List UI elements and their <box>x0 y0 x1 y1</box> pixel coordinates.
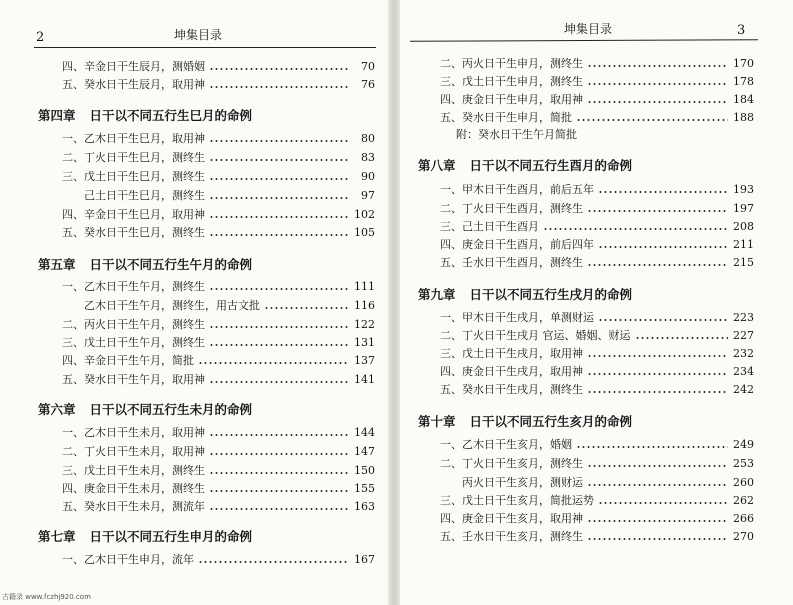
leader-dots <box>598 191 728 193</box>
leader-dots <box>209 344 349 346</box>
toc-entry[interactable] <box>62 443 375 461</box>
entry-page: 270 <box>733 530 754 543</box>
entry-title: 二、丙火日干生申月，测终生 <box>440 57 583 70</box>
toc-entry[interactable] <box>62 278 375 296</box>
entry-page: 211 <box>733 238 754 251</box>
toc-entry[interactable] <box>440 55 754 73</box>
chapter-number: 第四章 <box>38 108 76 123</box>
toc-entry[interactable] <box>440 345 754 363</box>
entry-title: 三、戊土日干生午月，测终生 <box>62 336 205 349</box>
watermark: 古籍录 www.fczhj920.com <box>2 593 91 601</box>
toc-entry[interactable] <box>440 181 754 199</box>
entry-page: 155 <box>354 482 375 495</box>
chapter-title: 日干以不同五行生巳月的命例 <box>89 108 253 123</box>
entry-title: 四、庚金日干生申月，取用神 <box>440 93 583 106</box>
entry-title: 四、庚金日干生酉月，前后四年 <box>440 238 594 251</box>
leader-dots <box>209 490 349 492</box>
toc-entry[interactable] <box>62 480 375 498</box>
entry-page: 141 <box>354 373 375 386</box>
leader-dots <box>209 68 349 70</box>
entry-title: 二、丁火日干生戌月 官运、婚姻、财运 <box>440 329 631 342</box>
entry-page: 266 <box>733 512 754 525</box>
entry-title: 四、庚金日干生未月，测终生 <box>62 482 205 495</box>
chapter-heading <box>418 156 632 174</box>
toc-entry[interactable] <box>62 168 375 186</box>
leader-dots <box>209 326 349 328</box>
entry-page: 197 <box>733 202 754 215</box>
leader-dots <box>209 234 349 236</box>
entry-title: 一、甲木日干生戌月，单测财运 <box>440 311 594 324</box>
left-header-rule <box>34 47 376 48</box>
entry-page: 193 <box>733 183 754 196</box>
leader-dots <box>198 362 349 364</box>
leader-dots <box>598 319 728 321</box>
toc-entry[interactable] <box>440 254 754 272</box>
entry-title: 五、癸水日干生辰月，取用神 <box>62 78 205 91</box>
leader-dots <box>209 178 349 180</box>
toc-entry[interactable] <box>440 73 754 91</box>
toc-entry[interactable] <box>62 551 375 569</box>
leader-dots <box>209 86 349 88</box>
toc-entry[interactable] <box>84 187 375 205</box>
entry-title: 一、乙木日干生巳月，取用神 <box>62 132 205 145</box>
toc-entry[interactable] <box>440 327 754 345</box>
toc-appendix-entry[interactable] <box>456 126 656 144</box>
entry-page: 170 <box>733 57 754 70</box>
toc-entry[interactable] <box>440 510 754 528</box>
entry-title: 一、乙木日干生未月，取用神 <box>62 426 205 439</box>
entry-title: 五、癸水日干生戌月，测终生 <box>440 383 583 396</box>
entry-title: 二、丁火日干生未月，取用神 <box>62 445 205 458</box>
entry-title: 三、戊土日干生戌月，取用神 <box>440 347 583 360</box>
toc-entry[interactable] <box>440 91 754 109</box>
entry-page: 184 <box>733 93 754 106</box>
entry-title: 一、乙木日干生亥月，婚姻 <box>440 438 572 451</box>
left-running-header: 坤集目录 <box>174 28 223 42</box>
leader-dots <box>587 264 728 266</box>
entry-page: 131 <box>354 336 375 349</box>
entry-page: 249 <box>733 438 754 451</box>
chapter-heading <box>418 285 632 303</box>
chapter-heading <box>38 527 252 545</box>
entry-page: 208 <box>733 220 754 233</box>
toc-entry[interactable] <box>440 200 754 218</box>
entry-page: 262 <box>733 494 754 507</box>
chapter-title: 日干以不同五行生亥月的命例 <box>469 414 633 429</box>
leader-dots <box>209 197 349 199</box>
entry-page: 105 <box>354 226 375 239</box>
leader-dots <box>635 337 729 339</box>
entry-title: 五、癸水日干生午月，取用神 <box>62 373 205 386</box>
chapter-heading <box>38 106 252 124</box>
leader-dots <box>587 538 728 540</box>
toc-entry[interactable] <box>62 424 375 442</box>
chapter-number: 第八章 <box>418 158 456 173</box>
chapter-number: 第五章 <box>38 257 76 272</box>
leader-dots <box>587 65 728 67</box>
entry-page: 102 <box>354 208 375 221</box>
entry-page: 188 <box>733 111 754 124</box>
entry-page: 76 <box>361 78 375 91</box>
entry-title: 二、丙火日干生午月，测终生 <box>62 318 205 331</box>
left-page-number: 2 <box>36 30 45 45</box>
toc-entry[interactable] <box>440 528 754 546</box>
entry-page: 70 <box>361 60 375 73</box>
toc-entry[interactable] <box>440 236 754 254</box>
leader-dots <box>209 381 349 383</box>
entry-title: 五、壬水日干生酉月，测终生 <box>440 256 583 269</box>
chapter-title: 日干以不同五行生戌月的命例 <box>469 287 633 302</box>
toc-entry[interactable] <box>440 363 754 381</box>
leader-dots <box>587 484 728 486</box>
chapter-title: 日干以不同五行生未月的命例 <box>89 402 253 417</box>
entry-page: 90 <box>361 170 375 183</box>
toc-entry[interactable] <box>62 206 375 224</box>
chapter-title: 日干以不同五行生午月的命例 <box>89 257 253 272</box>
entry-page: 234 <box>733 365 754 378</box>
leader-dots <box>209 140 349 142</box>
entry-title: 三、戊土日干生未月，测终生 <box>62 464 205 477</box>
entry-page: 178 <box>733 75 754 88</box>
entry-page: 253 <box>733 457 754 470</box>
entry-page: 83 <box>361 151 375 164</box>
toc-entry[interactable] <box>62 130 375 148</box>
entry-page: 150 <box>354 464 375 477</box>
entry-page: 116 <box>354 299 375 312</box>
toc-entry[interactable] <box>440 309 754 327</box>
toc-entry[interactable] <box>62 352 375 370</box>
chapter-heading <box>38 400 252 418</box>
entry-title: 四、庚金日干生戌月，取用神 <box>440 365 583 378</box>
entry-title: 附：癸水日干生午月简批 <box>456 128 577 141</box>
leader-dots <box>587 520 728 522</box>
toc-entry[interactable] <box>440 492 754 510</box>
entry-title: 四、辛金日干生巳月，取用神 <box>62 208 205 221</box>
entry-title: 一、甲木日干生酉月，前后五年 <box>440 183 594 196</box>
entry-page: 147 <box>354 445 375 458</box>
toc-entry[interactable] <box>440 436 754 454</box>
leader-dots <box>209 508 349 510</box>
leader-dots <box>209 472 349 474</box>
leader-dots <box>587 391 728 393</box>
leader-dots <box>209 216 349 218</box>
entry-page: 80 <box>361 132 375 145</box>
leader-dots <box>598 246 728 248</box>
entry-title: 己土日干生巳月，测终生 <box>84 189 205 202</box>
entry-page: 260 <box>733 476 754 489</box>
entry-page: 137 <box>354 354 375 367</box>
entry-page: 215 <box>733 256 754 269</box>
entry-page: 97 <box>361 189 375 202</box>
leader-dots <box>209 434 349 436</box>
leader-dots <box>576 119 728 121</box>
leader-dots <box>198 561 349 563</box>
leader-dots <box>598 502 728 504</box>
right-running-header: 坤集目录 <box>564 22 613 36</box>
toc-entry[interactable] <box>62 149 375 167</box>
toc-entry[interactable] <box>440 381 754 399</box>
right-page-number: 3 <box>737 23 746 38</box>
entry-page: 163 <box>354 500 375 513</box>
chapter-number: 第十章 <box>418 414 456 429</box>
leader-dots <box>587 465 728 467</box>
toc-entry[interactable] <box>62 316 375 334</box>
toc-entry[interactable] <box>62 334 375 352</box>
entry-page: 227 <box>733 329 754 342</box>
leader-dots <box>587 210 728 212</box>
entry-title: 五、癸水日干生巳月，测终生 <box>62 226 205 239</box>
toc-entry[interactable] <box>62 371 375 389</box>
entry-page: 111 <box>354 280 375 293</box>
leader-dots <box>543 228 728 230</box>
entry-page: 167 <box>354 553 375 566</box>
chapter-heading <box>38 255 252 273</box>
chapter-title: 日干以不同五行生申月的命例 <box>89 529 253 544</box>
entry-title: 一、乙木日干生申月，流年 <box>62 553 194 566</box>
entry-title: 三、己土日干生酉月 <box>440 220 539 233</box>
toc-entry[interactable] <box>440 109 754 127</box>
entry-title: 乙木日干生午月，测终生，用古文批 <box>84 299 260 312</box>
leader-dots <box>264 307 349 309</box>
chapter-number: 第六章 <box>38 402 76 417</box>
entry-title: 四、庚金日干生亥月，取用神 <box>440 512 583 525</box>
entry-page: 144 <box>354 426 375 439</box>
toc-entry[interactable] <box>440 455 754 473</box>
toc-entry[interactable] <box>62 462 375 480</box>
toc-entry[interactable] <box>84 297 375 315</box>
entry-title: 三、戊土日干生亥月，简批运势 <box>440 494 594 507</box>
entry-title: 五、癸水日干生未月，测流年 <box>62 500 205 513</box>
entry-title: 三、戊土日干生申月，测终生 <box>440 75 583 88</box>
leader-dots <box>209 159 349 161</box>
chapter-heading <box>418 412 632 430</box>
entry-page: 223 <box>733 311 754 324</box>
entry-title: 一、乙木日干生午月，测终生 <box>62 280 205 293</box>
book-gutter <box>388 0 400 605</box>
entry-title: 四、辛金日干生午月，简批 <box>62 354 194 367</box>
entry-title: 丙火日干生亥月，测财运 <box>462 476 583 489</box>
toc-entry[interactable] <box>62 498 375 516</box>
entry-page: 242 <box>733 383 754 396</box>
entry-title: 五、癸水日干生申月，简批 <box>440 111 572 124</box>
entry-title: 二、丁火日干生酉月，测终生 <box>440 202 583 215</box>
entry-page: 122 <box>354 318 375 331</box>
leader-dots <box>209 453 349 455</box>
leader-dots <box>576 446 728 448</box>
toc-entry[interactable] <box>440 218 754 236</box>
toc-entry[interactable] <box>462 474 754 492</box>
chapter-number: 第九章 <box>418 287 456 302</box>
leader-dots <box>587 101 728 103</box>
entry-title: 五、壬水日干生亥月，测终生 <box>440 530 583 543</box>
entry-title: 二、丁火日干生巳月，测终生 <box>62 151 205 164</box>
leader-dots <box>587 83 728 85</box>
entry-page: 232 <box>733 347 754 360</box>
entry-title: 四、辛金日干生辰月，测婚姻 <box>62 60 205 73</box>
toc-entry[interactable] <box>62 224 375 242</box>
chapter-number: 第七章 <box>38 529 76 544</box>
toc-entry[interactable] <box>62 76 375 94</box>
leader-dots <box>587 355 728 357</box>
leader-dots <box>587 373 728 375</box>
chapter-title: 日干以不同五行生酉月的命例 <box>469 158 633 173</box>
entry-title: 二、丁火日干生亥月，测终生 <box>440 457 583 470</box>
leader-dots <box>209 288 349 290</box>
toc-entry[interactable] <box>62 58 375 76</box>
entry-title: 三、戊土日干生巳月，测终生 <box>62 170 205 183</box>
